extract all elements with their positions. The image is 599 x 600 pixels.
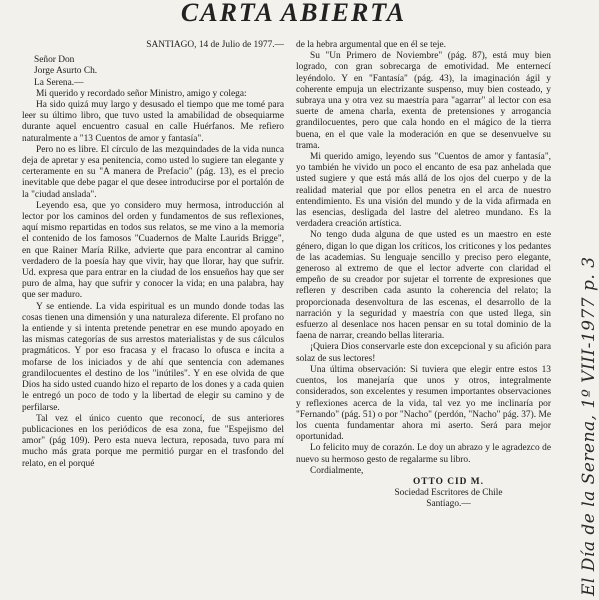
salutation-line: Señor Don	[34, 55, 75, 66]
paragraph: Una última observación: Si tuviera que elegir entre estos 13 cuentos, los manejaría que unos y otros, integralmente considerados, son excelentes y resumen importantes observaciones y reflexiones acerca de la vida, tal vez yo me inclinaría por "Fernando" (pág. 51) o por "Nacho" (perdón, "Nacho" pág. 37). Me los cuenta fundamentar ahora mi aserto. Será para mejor oportunidad.	[296, 364, 551, 443]
paragraph: Y se entiende. La vida espiritual es un mundo donde todas las cosas tienen una dimensión y una naturaleza diferente. El profano no la entiende y si intenta pretende penetrar en ese mundo apoyado en las mismas categorías de sus arrestos materialistas y de sus cálculos pragmáticos. Y por eso fracasa y el fracaso lo ofusca e incita a mofarse de los iniciados y de ahí que sentencia con ademanes grandilocuentes el destino de los "inútiles". Y en ese olvida de que Dios ha sido usted cuando hizo el reparto de los dones y a cada quien le entregó un poco de todo y la libertad de elegir su camino y de perfilarse.	[22, 301, 284, 413]
signature-name: OTTO CID M.	[413, 476, 484, 487]
dateline: SANTIAGO, 14 de Julio de 1977.—	[146, 40, 284, 50]
salutation-line: La Serena.—	[34, 77, 84, 88]
handwritten-annotation	[555, 70, 599, 600]
paragraph: ¡Quiera Dios conservarle este don excepcional y su afición para solaz de sus lectores!	[296, 342, 551, 364]
paragraph: Tal vez el único cuento que reconocí, de sus anteriores publicaciones en los periódicos de esa zona, fue "Espejismo del amor" (pág 109). Pero esta nueva lectura, reposada, tuvo para mí mucho más grata porque me permitió purgar en el trasfondo del relato, en el porqué	[22, 413, 284, 469]
signature-city: Santiago.—	[426, 499, 471, 510]
salutation-line: Jorge Asurto Ch.	[34, 66, 98, 77]
handwritten-text: El Día de la Serena, 1º VIII-1977 p. 3	[579, 256, 599, 596]
right-column	[296, 40, 551, 600]
paragraph: Pero no es libre. El círculo de las mezquindades de la vida nunca deja de apretar y esa penitencia, como usted lo sugiere tan elegante y certeramente en su "A manera de Prefacio" (pág. 13), es el precio inevitable que debe pagar el que desee introducirse por el portalón de la "ciudad anslada".	[22, 144, 284, 200]
paragraph: Su "Un Primero de Noviembre" (pág. 87), está muy bien logrado, con gran sobrecarga de emotividad. Me enternecí leyéndolo. Y en "Fantasía" (pág. 43), la imaginación ágil y coherente empuja un electrizante suspenso, muy bien costeado, y subraya una y otra vez su maestría para "agarrar" al lector con esa suerte de amena charla, exenta de pretensiones y arrogancia grandilocuentes, pero que cala hondo en el mágico de la tierra buena, en el que vale la moderación en que se desenvuelve su trama.	[296, 51, 551, 151]
paragraph: No tengo duda alguna de que usted es un maestro en este género, digan lo que digan los críticos, los criticones y los pedantes de las academias. Su lenguaje sencillo y preciso pero elegante, generoso al extremo de que el lector adverte con claridad el empeño de su creador por sujetar el torrente de expresiones que refleren y describen cada asunto la coherencia del relato; la proporcionada desenvoltura de las escenas, el desarrollo de la narración y la seguridad y maestría con que usted llega, sin esfuerzo al desenlace nos hacen pensar en su total dominio de la faena de narrar, creando bellas literaria.	[296, 230, 551, 342]
paragraph: Ha sido quizá muy largo y desusado el tiempo que me tomé para leer su último libro, que tuvo usted la amabilidad de obsequiarme durante aquel encuentro casual en calle Huérfanos. Me refiero naturalmente a "13 Cuentos de amor y fantasía".	[22, 100, 284, 144]
signature-org: Sociedad Escritores de Chile	[394, 488, 503, 499]
left-column	[22, 40, 284, 600]
page-title: CARTA ABIERTA	[180, 0, 407, 27]
salutation	[22, 55, 284, 89]
closing: Cordialmente,	[310, 465, 364, 476]
paragraph: Lo felicito muy de corazón. Le doy un abrazo y le agradezco de nuevo su hermoso gesto de regalarme su libro.	[296, 443, 551, 465]
paragraph: Mi querido y recordado señor Ministro, amigo y colega:	[36, 88, 247, 99]
paragraph: Leyendo esa, que yo considero muy hermosa, introducción al lector por los caminos del orden y fundamentos de sus reflexiones, aquí mismo repartidas en todos sus relatos, se me vino a la memoria el contenido de los famosos "Cuadernos de Malte Laurids Brigge", en que Rainer María Rilke, advierte que para encontrar al camino verdadero de la poesía hay que vivir, hay que llorar, hay que sufrir. Ud. expresa que para entrar en la ciudad de los ensueños hay que ser puro de alma, hay que sufrir y conocer la vida; en una palabra, hay que ser maduro.	[22, 200, 284, 301]
paragraph: Mi querido amigo, leyendo sus "Cuentos de amor y fantasía", yo también he vivido un poco el encanto de esa paz anhelada que usted sugiere y que está más allá de los ojos del cuerpo y de la realidad material que por ellos penetra en el arca de nuestro entendimiento. Es una visión del mundo y de la vida afirmada en las esencias, desligada del lastre del aletreo mundano. Es la verdadera creación artística.	[296, 152, 551, 230]
paragraph: de la hebra argumental que en él se teje.	[296, 40, 447, 50]
